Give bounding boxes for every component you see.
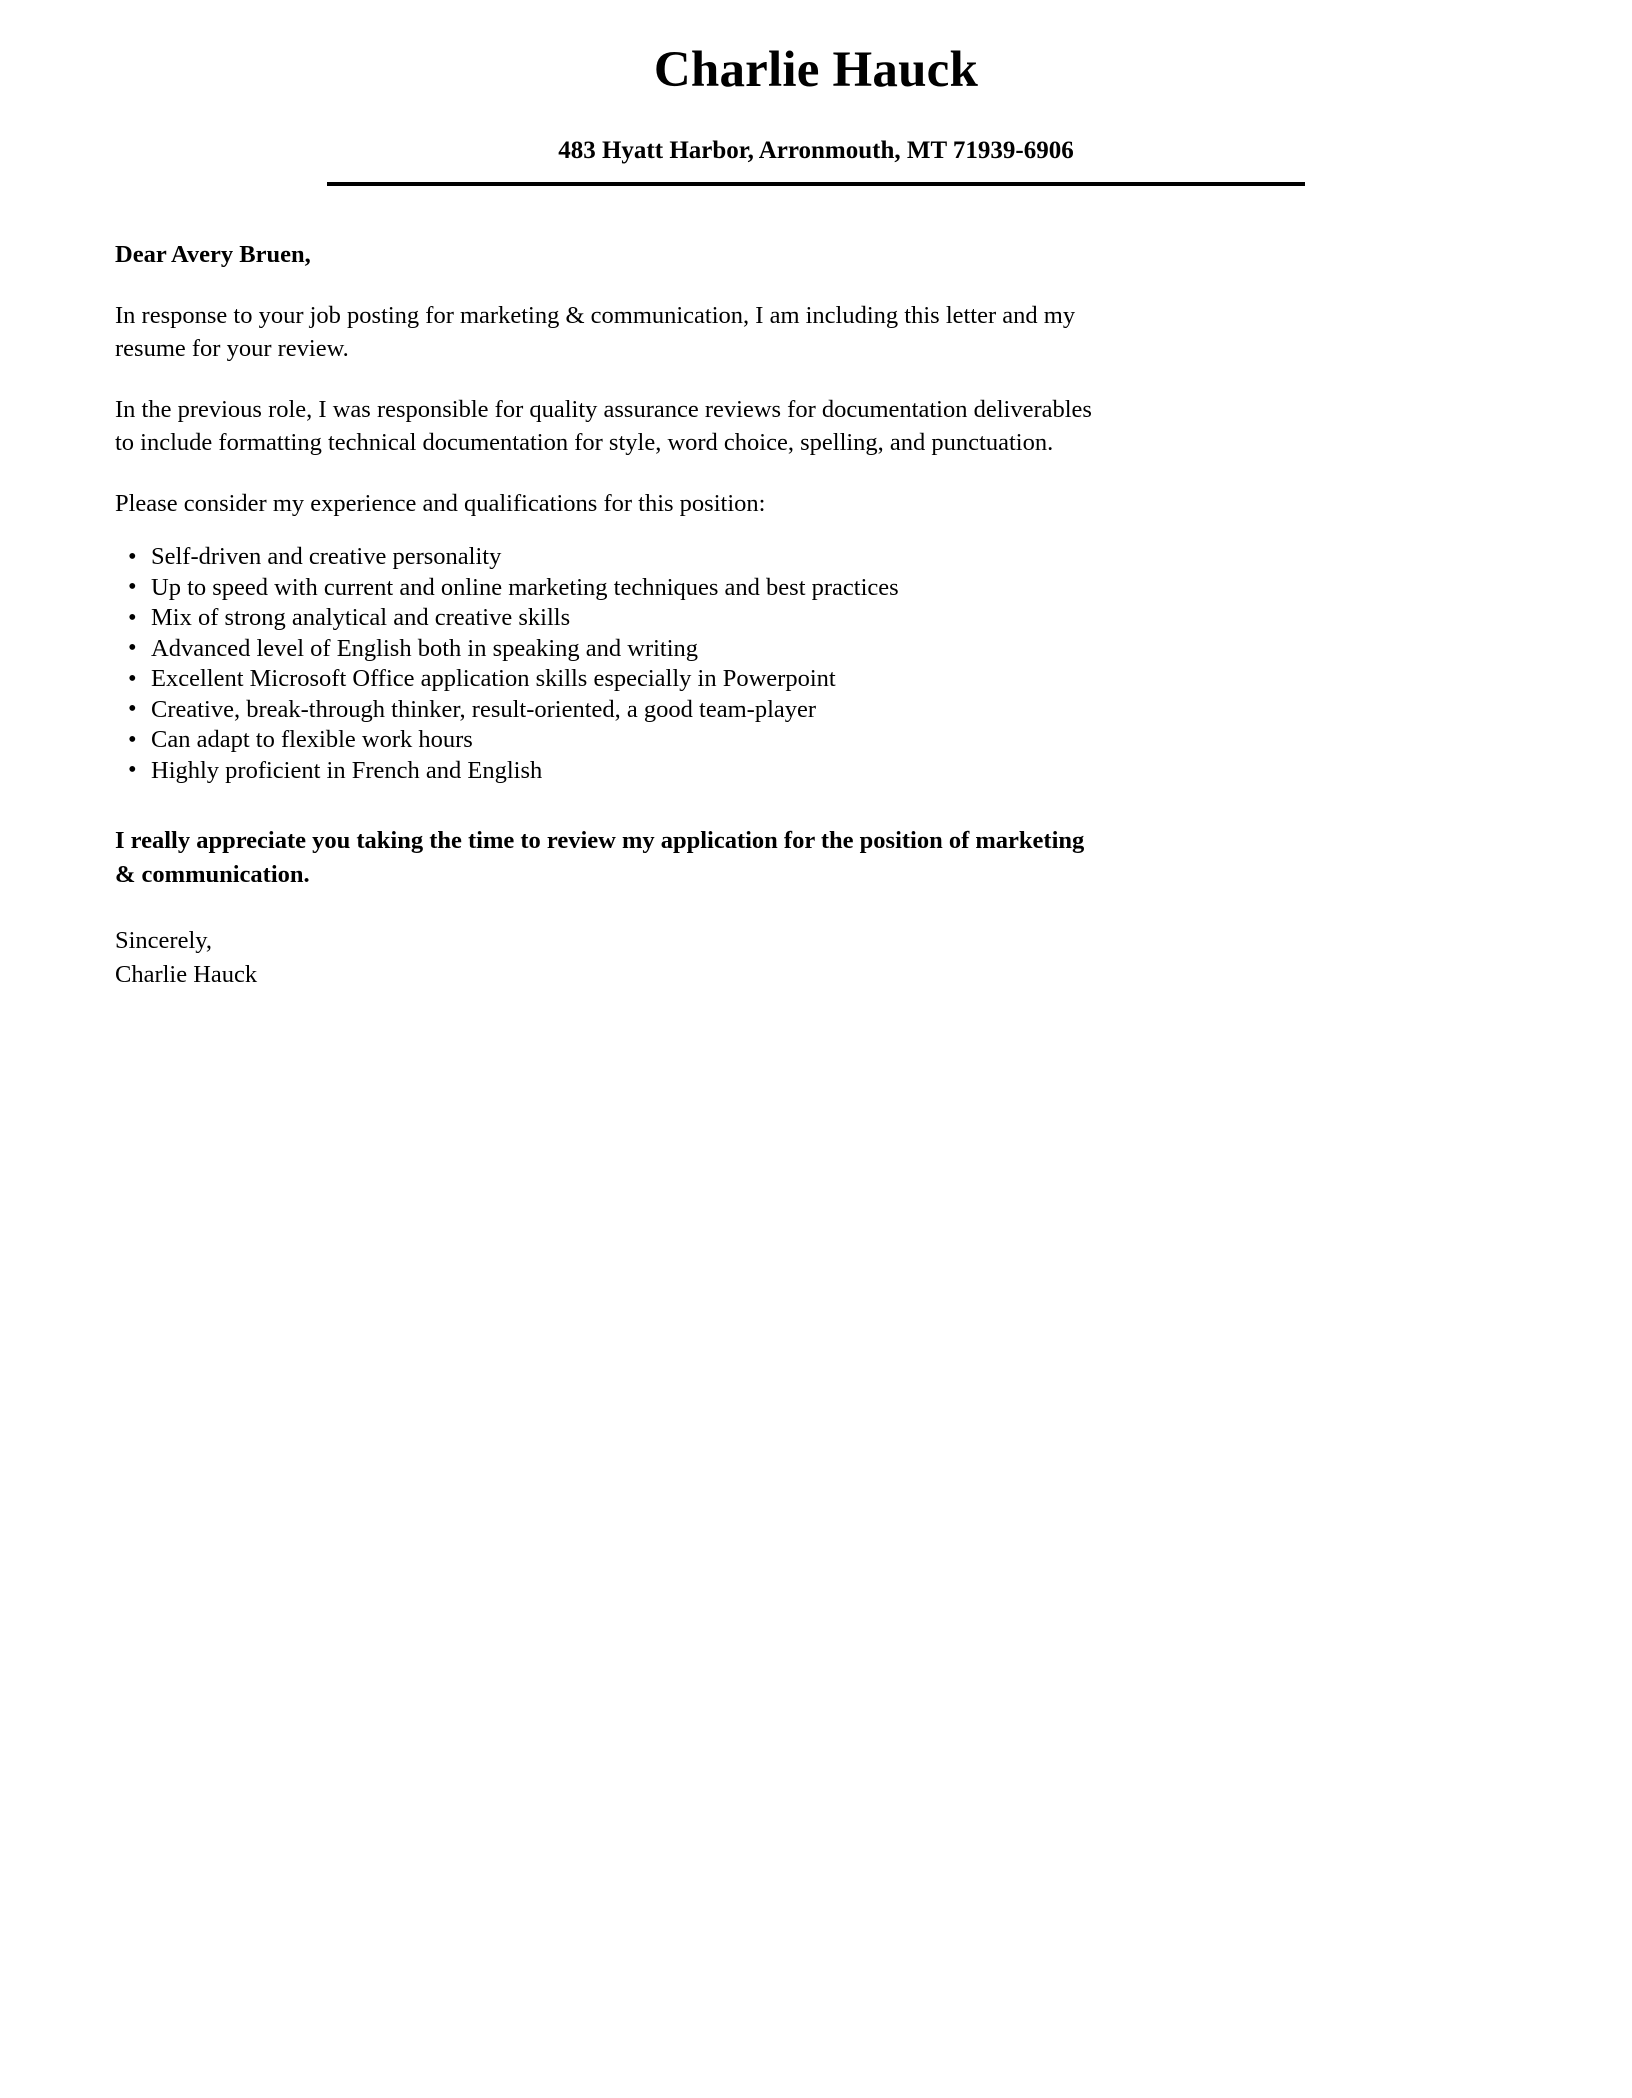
qualifications-list [115, 520, 1100, 786]
list-item-label: Advanced level of English both in speaking and writing [151, 634, 699, 662]
list-item-label: Up to speed with current and online marketing techniques and best practices [151, 573, 899, 601]
bullet-icon: • [128, 573, 137, 601]
closing-statement: I really appreciate you taking the time to review my application for the position of marketing & communication. [115, 827, 1085, 889]
letterhead [0, 0, 1632, 186]
signoff: Sincerely, [115, 926, 213, 954]
page-title: Charlie Hauck [653, 42, 979, 98]
letter-body [0, 186, 1632, 992]
list-item [115, 695, 1100, 726]
list-item-label: Can adapt to flexible work hours [151, 726, 473, 754]
qualifications-intro: Please consider my experience and qualifications for this position: [115, 489, 766, 517]
list-item-label: Excellent Microsoft Office application skills especially in Powerpoint [151, 665, 836, 693]
list-item [115, 634, 1100, 665]
list-item-label: Creative, break-through thinker, result-oriented, a good team-player [151, 695, 817, 723]
signature-name: Charlie Hauck [115, 961, 258, 989]
list-item-label: Mix of strong analytical and creative skills [151, 604, 571, 632]
bullet-icon: • [128, 695, 137, 723]
list-item [115, 756, 1100, 787]
list-item [115, 725, 1100, 756]
list-item-label: Self-driven and creative personality [151, 543, 502, 571]
paragraph-experience: In the previous role, I was responsible for quality assurance reviews for documentation deliverables to include formatting technical documentation for style, word choice, spelling, and punctuation. [115, 395, 1092, 457]
bullet-icon: • [128, 542, 137, 570]
list-item [115, 664, 1100, 695]
list-item [115, 603, 1100, 634]
candidate-address: 483 Hyatt Harbor, Arronmouth, MT 71939-6906 [558, 137, 1074, 165]
bullet-icon: • [128, 634, 137, 662]
list-item [115, 573, 1100, 604]
bullet-icon: • [128, 725, 137, 753]
paragraph-intro: In response to your job posting for marketing & communication, I am including this letter and my resume for your review. [115, 301, 1076, 363]
list-item-label: Highly proficient in French and English [151, 756, 543, 784]
list-item [115, 542, 1100, 573]
bullet-icon: • [128, 756, 137, 784]
bullet-icon: • [128, 664, 137, 692]
salutation: Dear Avery Bruen, [115, 241, 311, 269]
bullet-icon: • [128, 603, 137, 631]
